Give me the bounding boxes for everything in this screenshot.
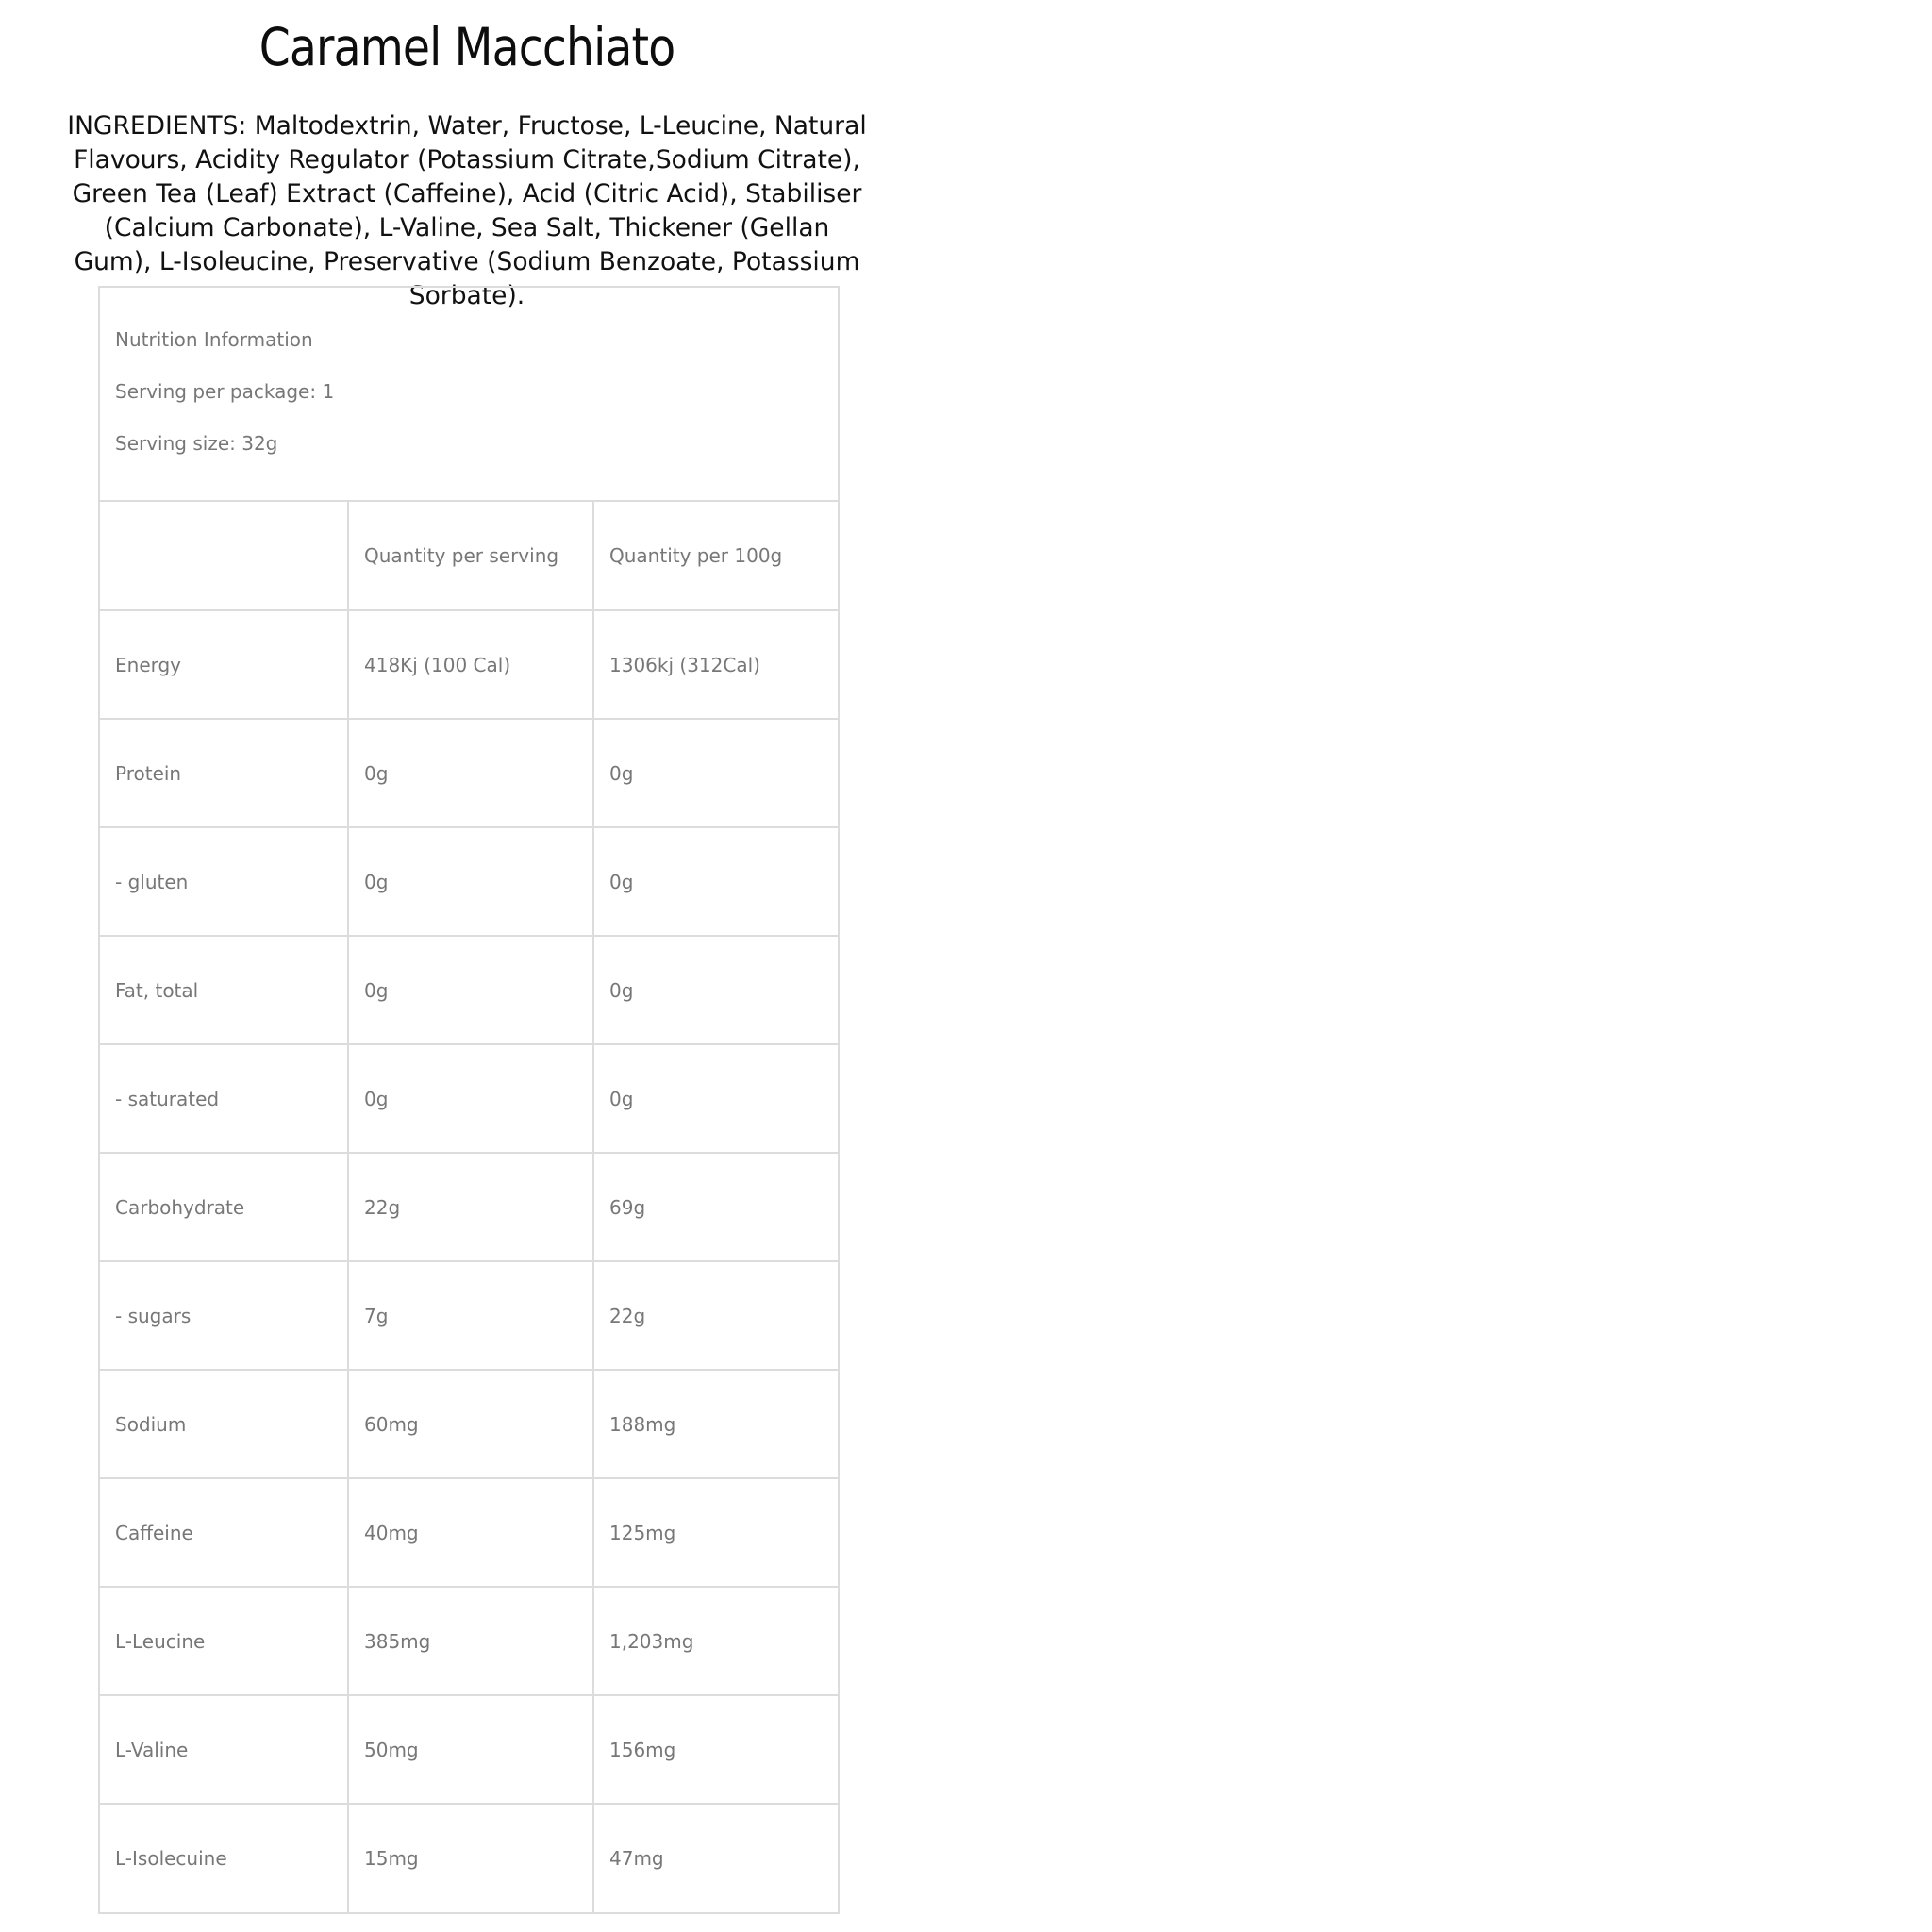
- nutrient-name: Protein: [100, 719, 348, 827]
- table-row: [100, 1370, 838, 1478]
- table-row: [100, 1478, 838, 1587]
- column-header: Quantity per serving: [348, 502, 593, 610]
- table-row: [100, 719, 838, 827]
- nutrient-name: L-Leucine: [100, 1587, 348, 1695]
- per-serving-value: 15mg: [348, 1804, 593, 1912]
- nutrition-table: [100, 502, 838, 1912]
- table-row: [100, 1587, 838, 1695]
- per-100g-value: 125mg: [593, 1478, 838, 1587]
- per-100g-value: 0g: [593, 827, 838, 936]
- nutrient-name: Carbohydrate: [100, 1153, 348, 1261]
- per-serving-value: 40mg: [348, 1478, 593, 1587]
- serving-size: Serving size: 32g: [115, 432, 278, 455]
- nutrition-heading: Nutrition Information: [115, 328, 313, 351]
- table-row: [100, 1153, 838, 1261]
- table-row: [100, 1044, 838, 1153]
- per-serving-value: 0g: [348, 1044, 593, 1153]
- nutrient-name: L-Valine: [100, 1695, 348, 1804]
- nutrition-panel: [98, 286, 840, 1914]
- per-100g-value: 47mg: [609, 1847, 664, 1870]
- table-header-row: [100, 502, 838, 610]
- nutrient-name: Fat, total: [100, 936, 348, 1044]
- column-header: [100, 502, 348, 610]
- per-100g-value: 0g: [593, 1044, 838, 1153]
- table-row: [100, 1261, 838, 1370]
- per-serving-value: 7g: [348, 1261, 593, 1370]
- nutrient-name: - saturated: [100, 1044, 348, 1153]
- per-100g-value: 0g: [593, 936, 838, 1044]
- table-row: [100, 1695, 838, 1804]
- nutrient-name: - sugars: [100, 1261, 348, 1370]
- table-row: [100, 610, 838, 719]
- per-serving-value: 0g: [348, 719, 593, 827]
- column-header: Quantity per 100g: [593, 502, 838, 610]
- per-100g-value: 1306kj (312Cal): [593, 610, 838, 719]
- nutrient-name: Caffeine: [100, 1478, 348, 1587]
- table-row: [100, 936, 838, 1044]
- per-serving-value: 0g: [348, 936, 593, 1044]
- per-serving-value: 50mg: [348, 1695, 593, 1804]
- ingredients-text: INGREDIENTS: Maltodextrin, Water, Fructose, L-Leucine, Natural Flavours, Acidity Regulator (Potassium Citrate,Sodium Citrate), Green Tea (Leaf) Extract (Caffeine), Acid (Citric Acid), Stabiliser (Calcium Carbonate), L-Valine, Sea Salt, Thickener (Gellan Gum), L-Isoleucine, Preservative (Sodium Benzoate, Potassium Sorbate).: [67, 111, 867, 310]
- per-serving-value: 385mg: [348, 1587, 593, 1695]
- nutrient-name: Energy: [100, 610, 348, 719]
- per-serving-value: 60mg: [348, 1370, 593, 1478]
- nutrient-name: L-Isolecuine: [100, 1804, 348, 1912]
- nutrient-name: - gluten: [100, 827, 348, 936]
- nutrient-name: Sodium: [100, 1370, 348, 1478]
- per-100g-value: 156mg: [593, 1695, 838, 1804]
- per-serving-value: 22g: [348, 1153, 593, 1261]
- servings-per-package: Serving per package: 1: [115, 380, 335, 403]
- per-100g-value: 69g: [593, 1153, 838, 1261]
- per-serving-value: 418Kj (100 Cal): [348, 610, 593, 719]
- per-serving-value: 0g: [348, 827, 593, 936]
- per-100g-value: 22g: [593, 1261, 838, 1370]
- table-row: [100, 1804, 838, 1912]
- per-100g-value: 0g: [593, 719, 838, 827]
- product-title: Caramel Macchiato: [258, 17, 675, 77]
- per-100g-value: 188mg: [593, 1370, 838, 1478]
- nutrition-header: [100, 288, 838, 502]
- table-row: [100, 827, 838, 936]
- per-100g-value: 1,203mg: [593, 1587, 838, 1695]
